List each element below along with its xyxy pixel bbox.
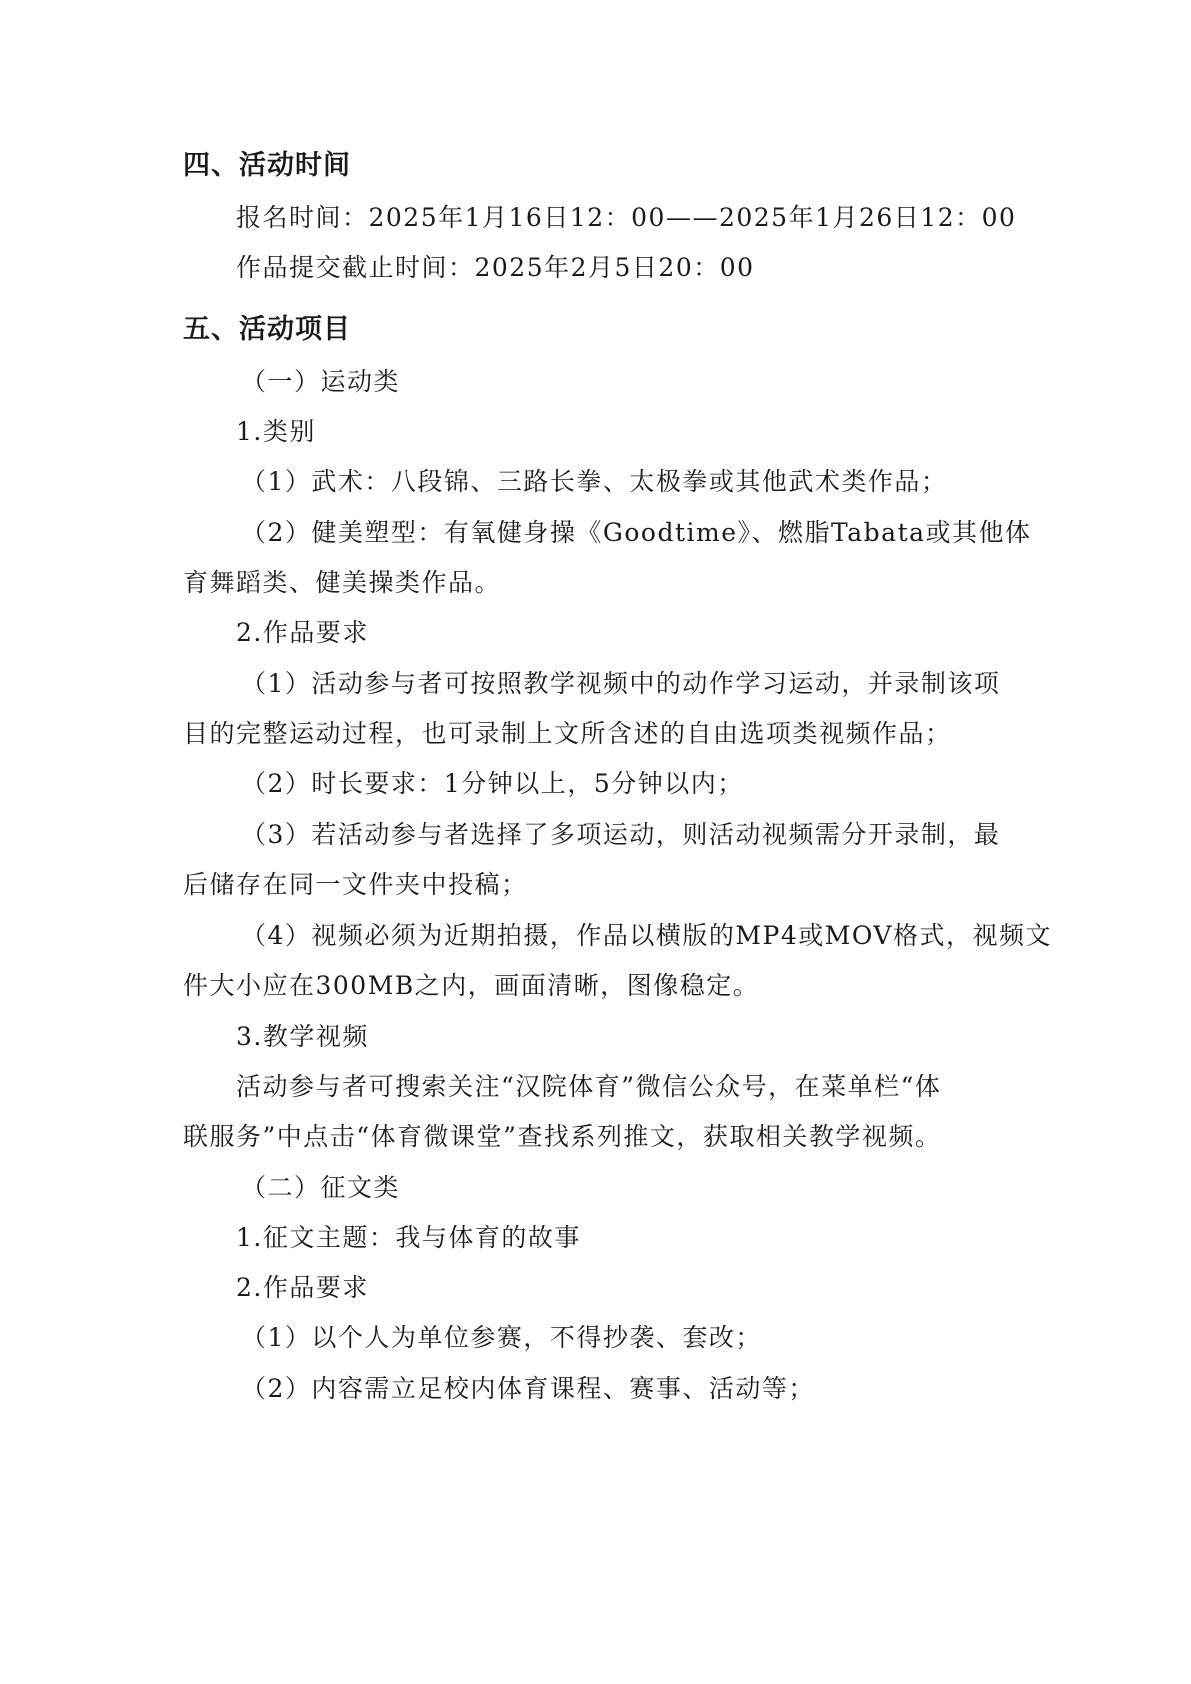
subsection-title-essay: （二）征文类 [241,1173,401,1202]
teaching-video-title: 3.教学视频 [236,1022,369,1051]
registration-time: 报名时间：2025年1月16日12：00——2025年1月26日12：00 [236,203,1017,232]
section-heading-activity-time: 四、活动时间 [183,150,351,181]
sports-category-item-2-line-1: （2）健美塑型：有氧健身操《Goodtime》、燃脂Tabata或其他体 [241,518,1032,547]
sports-requirement-3-line-1: （3）若活动参与者选择了多项运动，则活动视频需分开录制，最 [241,820,1001,849]
teaching-video-line-1: 活动参与者可搜索关注“汉院体育”微信公众号，在菜单栏“体 [236,1072,942,1101]
sports-requirements-title: 2.作品要求 [236,618,369,647]
sports-requirement-4-line-1: （4）视频必须为近期拍摄，作品以横版的MP4或MOV格式，视频文 [241,921,1052,950]
sports-requirement-1-line-2: 目的完整运动过程，也可录制上文所含述的自由选项类视频作品； [183,719,952,748]
essay-theme: 1.征文主题：我与体育的故事 [236,1223,581,1252]
subsection-title-sports: （一）运动类 [241,367,401,396]
essay-requirements-title: 2.作品要求 [236,1273,369,1302]
teaching-video-line-2: 联服务”中点击“体育微课堂”查找系列推文，获取相关教学视频。 [183,1122,942,1151]
sports-requirement-4-line-2: 件大小应在300MB之内，画面清晰，图像稳定。 [183,971,760,1000]
section-heading-activity-items: 五、活动项目 [183,314,351,345]
essay-requirement-2: （2）内容需立足校内体育课程、赛事、活动等； [241,1374,815,1403]
sports-category-item-1: （1）武术：八段锦、三路长拳、太极拳或其他武术类作品； [241,467,948,496]
sports-requirement-1-line-1: （1）活动参与者可按照教学视频中的动作学习运动，并录制该项 [241,669,1001,698]
sports-requirement-2: （2）时长要求：1分钟以上，5分钟以内； [241,769,744,798]
sports-category-item-2-line-2: 育舞蹈类、健美操类作品。 [183,568,502,597]
submission-deadline: 作品提交截止时间：2025年2月5日20：00 [236,253,755,282]
essay-requirement-1: （1）以个人为单位参赛，不得抄袭、套改； [241,1323,762,1352]
sports-category-title: 1.类别 [236,417,316,446]
sports-requirement-3-line-2: 后储存在同一文件夹中投稿； [183,870,528,899]
